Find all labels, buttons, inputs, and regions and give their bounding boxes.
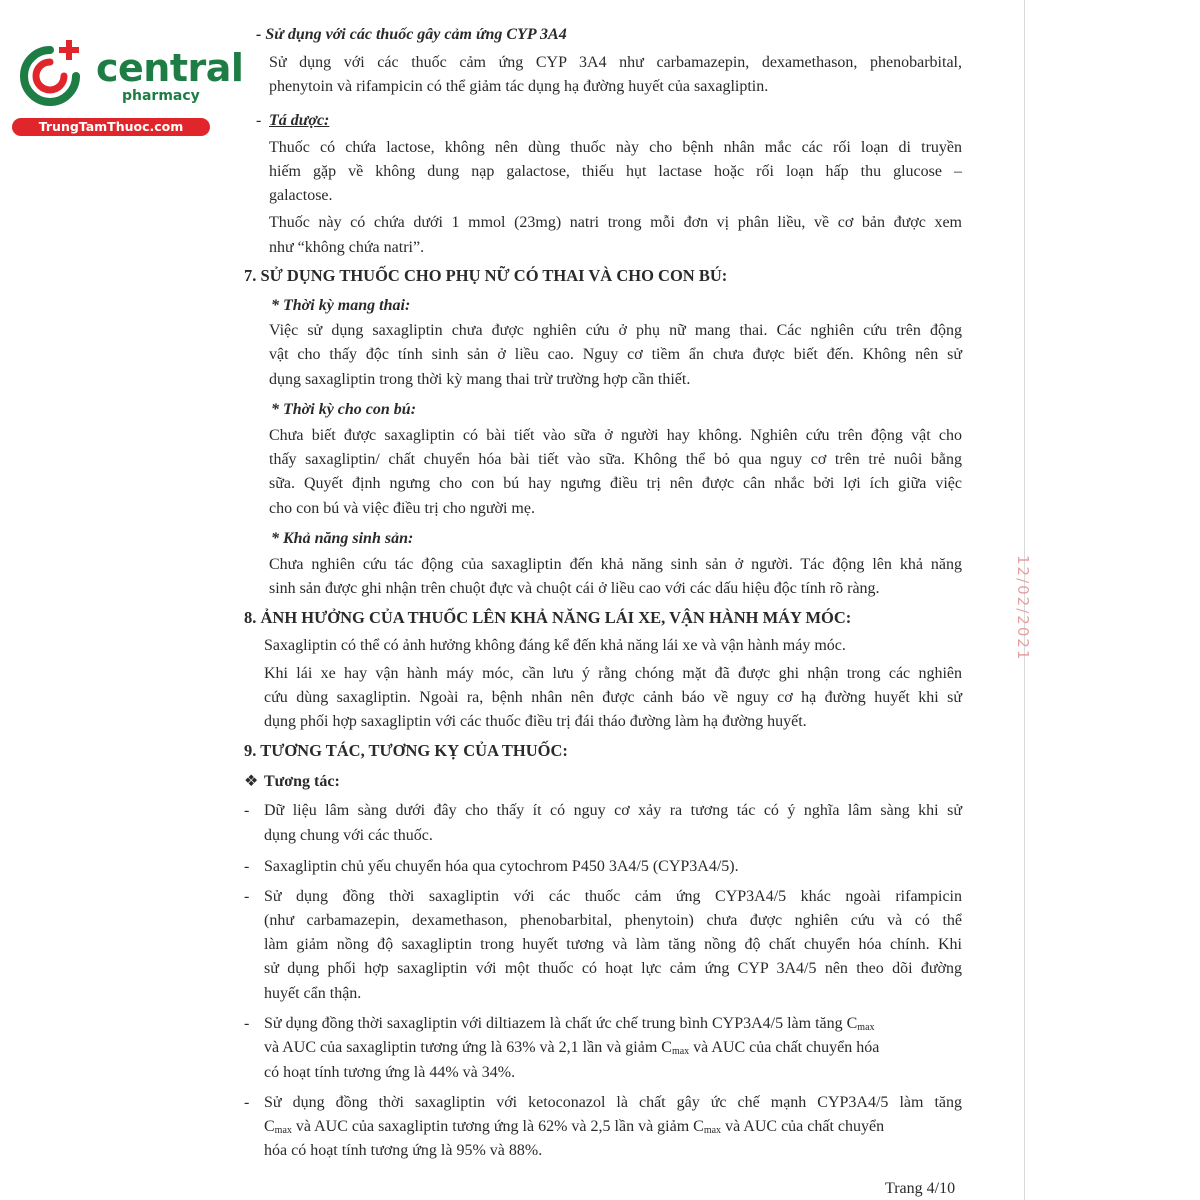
paragraph-line: như “không chứa natri”. (269, 239, 425, 256)
pregnancy-subtitle: * Thời kỳ mang thai: (271, 297, 411, 314)
cyp-section-title: - Sử dụng với các thuốc gây cảm ứng CYP 3A4 (256, 26, 567, 43)
lactation-subtitle: * Thời kỳ cho con bú: (271, 401, 417, 418)
text-run: Sử dụng đồng thời saxagliptin với diltiazem là chất ức chế trung bình CYP3A4/5 làm tăng C (264, 1015, 858, 1032)
paragraph-line: Thuốc có chứa lactose, không nên dùng thuốc này cho bệnh nhân mắc các rối loạn di truyền (269, 139, 962, 156)
bullet-dash: - (244, 802, 250, 819)
paragraph-line: galactose. (269, 187, 333, 204)
paragraph-line: sữa. Quyết định ngưng cho con bú hay ngưng điều trị nên được cân nhắc bởi lợi ích giữa việc (269, 475, 962, 492)
cmax-subscript: max (671, 1046, 690, 1057)
fertility-subtitle: * Khả năng sinh sản: (271, 530, 414, 547)
paragraph-line: Dữ liệu lâm sàng dưới đây cho thấy ít có nguy cơ xảy ra tương tác có ý nghĩa lâm sàng khi sử (264, 802, 962, 819)
paragraph-line: làm giảm nồng độ saxagliptin trong huyết tương và làm tăng nồng độ chất chuyển hóa chính. Khi (264, 936, 962, 953)
paragraph-line: Saxagliptin chủ yếu chuyển hóa qua cytochrom P450 3A4/5 (CYP3A4/5). (264, 858, 739, 875)
excipient-dash: - (256, 112, 262, 129)
paragraph-line (264, 1037, 879, 1063)
paragraph-line: Sử dụng đồng thời saxagliptin với các thuốc cảm ứng CYP3A4/5 khác ngoài rifampicin (264, 888, 962, 905)
paragraph-line: dụng phối hợp saxagliptin với các thuốc điều trị đái tháo đường làm hạ đường huyết. (264, 713, 807, 730)
bullet-dash: - (244, 1015, 250, 1032)
interaction-subtitle: Tương tác: (264, 773, 340, 790)
paragraph-line: Việc sử dụng saxagliptin chưa được nghiên cứu ở phụ nữ mang thai. Các nghiên cứu trên động (269, 322, 962, 339)
logo-website-banner: TrungTamThuoc.com (12, 118, 210, 136)
logo-brand-sub: pharmacy (122, 88, 200, 104)
bullet-dash: - (244, 1094, 250, 1111)
paragraph-line: cho con bú và việc điều trị cho người mẹ. (269, 500, 535, 517)
paragraph-line: dụng chung với các thuốc. (264, 827, 433, 844)
excipient-title: Tá dược: (269, 112, 330, 129)
paragraph-line: thấy saxagliptin/ chất chuyển hóa bài tiết vào sữa. Không thể bỏ qua nguy cơ trên trẻ nuôi bằng (269, 451, 962, 468)
diamond-bullet-icon: ❖ (244, 773, 259, 790)
paragraph-line: (như carbamazepin, dexamethason, phenobarbital, phenytoin) chưa được nghiên cứu và có thể (264, 912, 962, 929)
paragraph-line: Thuốc này có chứa dưới 1 mmol (23mg) natri trong mỗi đơn vị phân liều, về cơ bản được xem (269, 214, 962, 231)
logo-brand-name: central (96, 46, 244, 90)
text-run: và AUC của chất chuyển hóa (689, 1039, 880, 1056)
paragraph-line: Chưa biết được saxagliptin có bài tiết vào sữa ở người hay không. Nghiên cứu trên động vật cho (269, 427, 962, 444)
paragraph-line (264, 1116, 884, 1142)
text-run: và AUC của saxagliptin tương ứng là 62% và 2,5 lần và giảm C (291, 1118, 704, 1135)
paragraph-line: sinh sản được ghi nhận trên chuột đực và chuột cái ở liều cao với các dấu hiệu độc tính rõ ràng. (269, 580, 880, 597)
paragraph-line: hóa có hoạt tính tương ứng là 95% và 88%. (264, 1142, 543, 1159)
paragraph-line: dụng saxagliptin trong thời kỳ mang thai trừ trường hợp cần thiết. (269, 371, 691, 388)
paragraph-line: Chưa nghiên cứu tác động của saxagliptin đến khả năng sinh sản ở người. Tác động lên khả năng (269, 556, 962, 573)
bullet-dash: - (244, 858, 250, 875)
text-run: C (264, 1118, 275, 1135)
section-8-heading: 8. ẢNH HƯỞNG CỦA THUỐC LÊN KHẢ NĂNG LÁI XE, VẬN HÀNH MÁY MÓC: (244, 608, 852, 627)
cmax-subscript: max (703, 1125, 722, 1136)
section-9-heading: 9. TƯƠNG TÁC, TƯƠNG KỴ CỦA THUỐC: (244, 741, 568, 760)
paragraph-line: cứu dùng saxagliptin. Ngoài ra, bệnh nhân nên được cảnh báo về nguy cơ hạ đường huyết khi sử (264, 689, 962, 706)
text-run: và AUC của chất chuyển (721, 1118, 885, 1135)
paragraph-line: Sử dụng đồng thời saxagliptin với ketoconazol là chất gây ức chế mạnh CYP3A4/5 làm tăng (264, 1094, 962, 1111)
paragraph-line: huyết cẩn thận. (264, 985, 362, 1002)
paragraph-line: có hoạt tính tương ứng là 44% và 34%. (264, 1064, 516, 1081)
paragraph-line: Saxagliptin có thể có ảnh hưởng không đáng kể đến khả năng lái xe và vận hành máy móc. (264, 637, 846, 654)
cmax-subscript: max (857, 1022, 875, 1033)
paragraph-line: sử dụng phối hợp saxagliptin với một thuốc có hoạt lực cảm ứng CYP 3A4/5 nên theo dõi đường (264, 960, 962, 977)
section-7-heading: 7. SỬ DỤNG THUỐC CHO PHỤ NỮ CÓ THAI VÀ CHO CON BÚ: (244, 266, 728, 285)
paragraph-line: Khi lái xe hay vận hành máy móc, cần lưu ý rằng chóng mặt đã được ghi nhận trong các nghiên (264, 665, 962, 682)
paragraph-line: Sử dụng với các thuốc cảm ứng CYP 3A4 như carbamazepin, dexamethason, phenobarbital, (269, 54, 962, 71)
paragraph-line: vật cho thấy độc tính sinh sản ở liều cao. Nguy cơ tiềm ẩn chưa được biết đến. Không nên sử (269, 346, 962, 363)
text-run: và AUC của saxagliptin tương ứng là 63% và 2,1 lần và giảm C (264, 1039, 672, 1056)
paragraph-line: phenytoin và rifampicin có thể giảm tác dụng hạ đường huyết của saxagliptin. (269, 78, 769, 95)
bullet-dash: - (244, 888, 250, 905)
paragraph-line (264, 1013, 875, 1039)
date-stamp: 12/02/2021 (1014, 555, 1032, 662)
cmax-subscript: max (274, 1125, 292, 1136)
paragraph-line: hiếm gặp về không dung nạp galactose, thiếu hụt lactase hoặc rối loạn hấp thu glucose – (269, 163, 962, 180)
page-number: Trang 4/10 (885, 1180, 956, 1197)
